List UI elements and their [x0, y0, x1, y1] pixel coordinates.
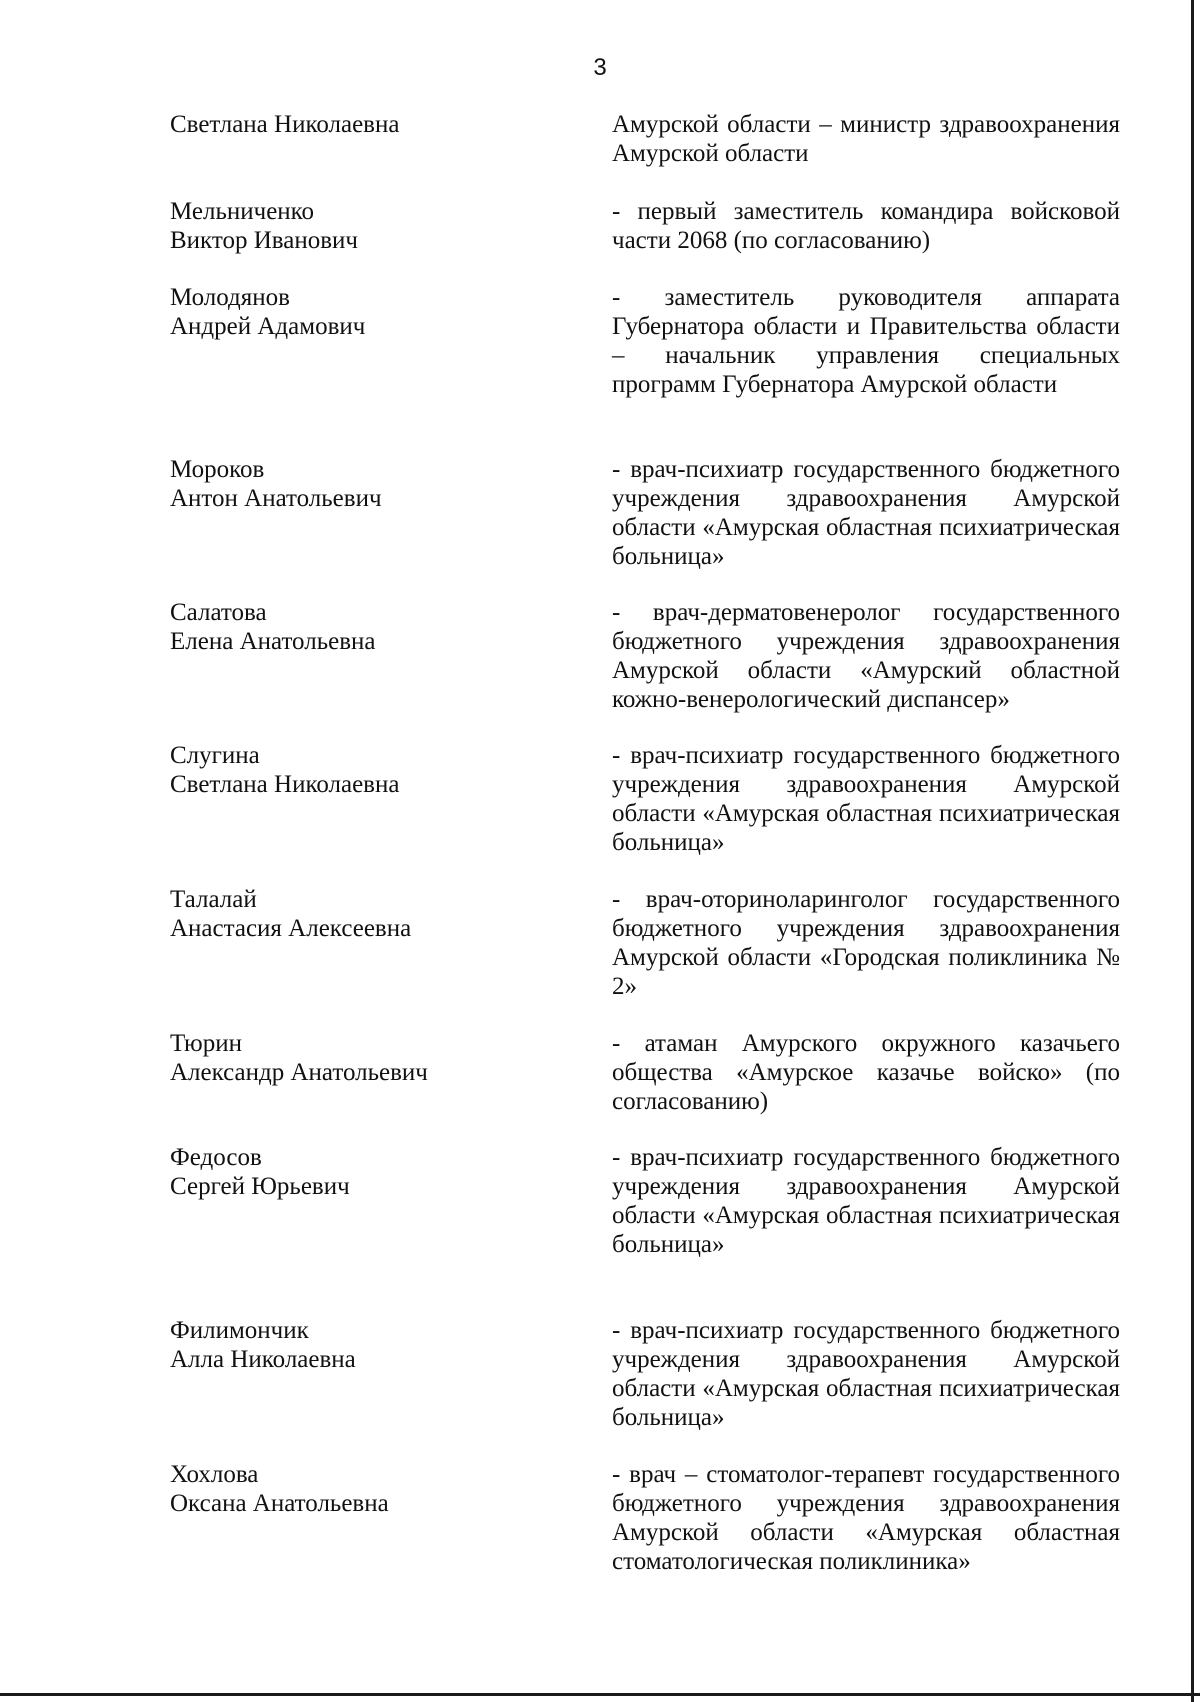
member-surname: Талалай — [170, 886, 257, 913]
member-role: - врач-дерматовенеролог государственного бюджетного учреждения здравоохранения Амурской области «Амурский областной кожно-венерологический диспансер» — [612, 599, 1120, 713]
member-name — [170, 283, 590, 341]
scan-edge-right — [1191, 0, 1194, 1702]
member-surname: Салатова — [170, 599, 267, 626]
member-role: - врач-оториноларинголог государственного бюджетного учреждения здравоохранения Амурской области «Городская поликлиника № 2» — [612, 886, 1120, 1000]
member-given-name: Александр Анатольевич — [170, 1059, 428, 1086]
member-role: - врач-психиатр государственного бюджетного учреждения здравоохранения Амурской области «Амурская областная психиатрическая больница» — [612, 742, 1120, 856]
member-role: - заместитель руководителя аппарата Губернатора области и Правительства области – начальник управления специальных программ Губернатора Амурской области — [612, 284, 1120, 398]
member-name — [170, 885, 590, 943]
member-role: - первый заместитель командира войсковой части 2068 (по согласованию) — [612, 198, 1120, 254]
member-surname: Федосов — [170, 1144, 262, 1171]
member-role: - врач-психиатр государственного бюджетного учреждения здравоохранения Амурской области «Амурская областная психиатрическая больница» — [612, 456, 1120, 570]
member-given-name: Светлана Николаевна — [170, 771, 400, 798]
member-role: - врач – стоматолог-терапевт государственного бюджетного учреждения здравоохранения Амурской области «Амурская областная стоматологическая поликлиника» — [612, 1461, 1120, 1575]
member-given-name: Анастасия Алексеевна — [170, 915, 412, 942]
member-given-name: Алла Николаевна — [170, 1346, 356, 1373]
member-name — [170, 598, 590, 656]
member-name — [170, 110, 590, 139]
page-number: 3 — [593, 54, 607, 81]
member-given-name: Андрей Адамович — [170, 313, 366, 340]
member-surname: Мельниченко — [170, 198, 315, 225]
member-role: - врач-психиатр государственного бюджетного учреждения здравоохранения Амурской области «Амурская областная психиатрическая больница» — [612, 1317, 1120, 1431]
scan-edge-bottom — [0, 1693, 1200, 1696]
member-role: Амурской области – министр здравоохранения Амурской области — [612, 111, 1120, 167]
member-name — [170, 1143, 590, 1201]
member-surname: Молодянов — [170, 284, 290, 311]
member-given-name: Оксана Анатольевна — [170, 1490, 389, 1517]
member-name — [170, 741, 590, 799]
member-surname: Хохлова — [170, 1461, 259, 1488]
member-given-name: Антон Анатольевич — [170, 485, 382, 512]
member-given-name: Виктор Иванович — [170, 227, 358, 254]
member-role: - атаман Амурского окружного казачьего общества «Амурское казачье войско» (по согласованию) — [612, 1030, 1120, 1115]
member-name — [170, 455, 590, 513]
member-given-name: Сергей Юрьевич — [170, 1173, 350, 1200]
member-name — [170, 1029, 590, 1087]
member-surname: Тюрин — [170, 1030, 242, 1057]
member-given-name: Светлана Николаевна — [170, 111, 400, 138]
member-name — [170, 1316, 590, 1374]
member-name — [170, 1460, 590, 1518]
member-surname: Мороков — [170, 456, 265, 483]
member-name — [170, 197, 590, 255]
member-given-name: Елена Анатольевна — [170, 628, 376, 655]
member-role: - врач-психиатр государственного бюджетного учреждения здравоохранения Амурской области «Амурская областная психиатрическая больница» — [612, 1144, 1120, 1258]
member-surname: Слугина — [170, 742, 260, 769]
member-surname: Филимончик — [170, 1317, 309, 1344]
